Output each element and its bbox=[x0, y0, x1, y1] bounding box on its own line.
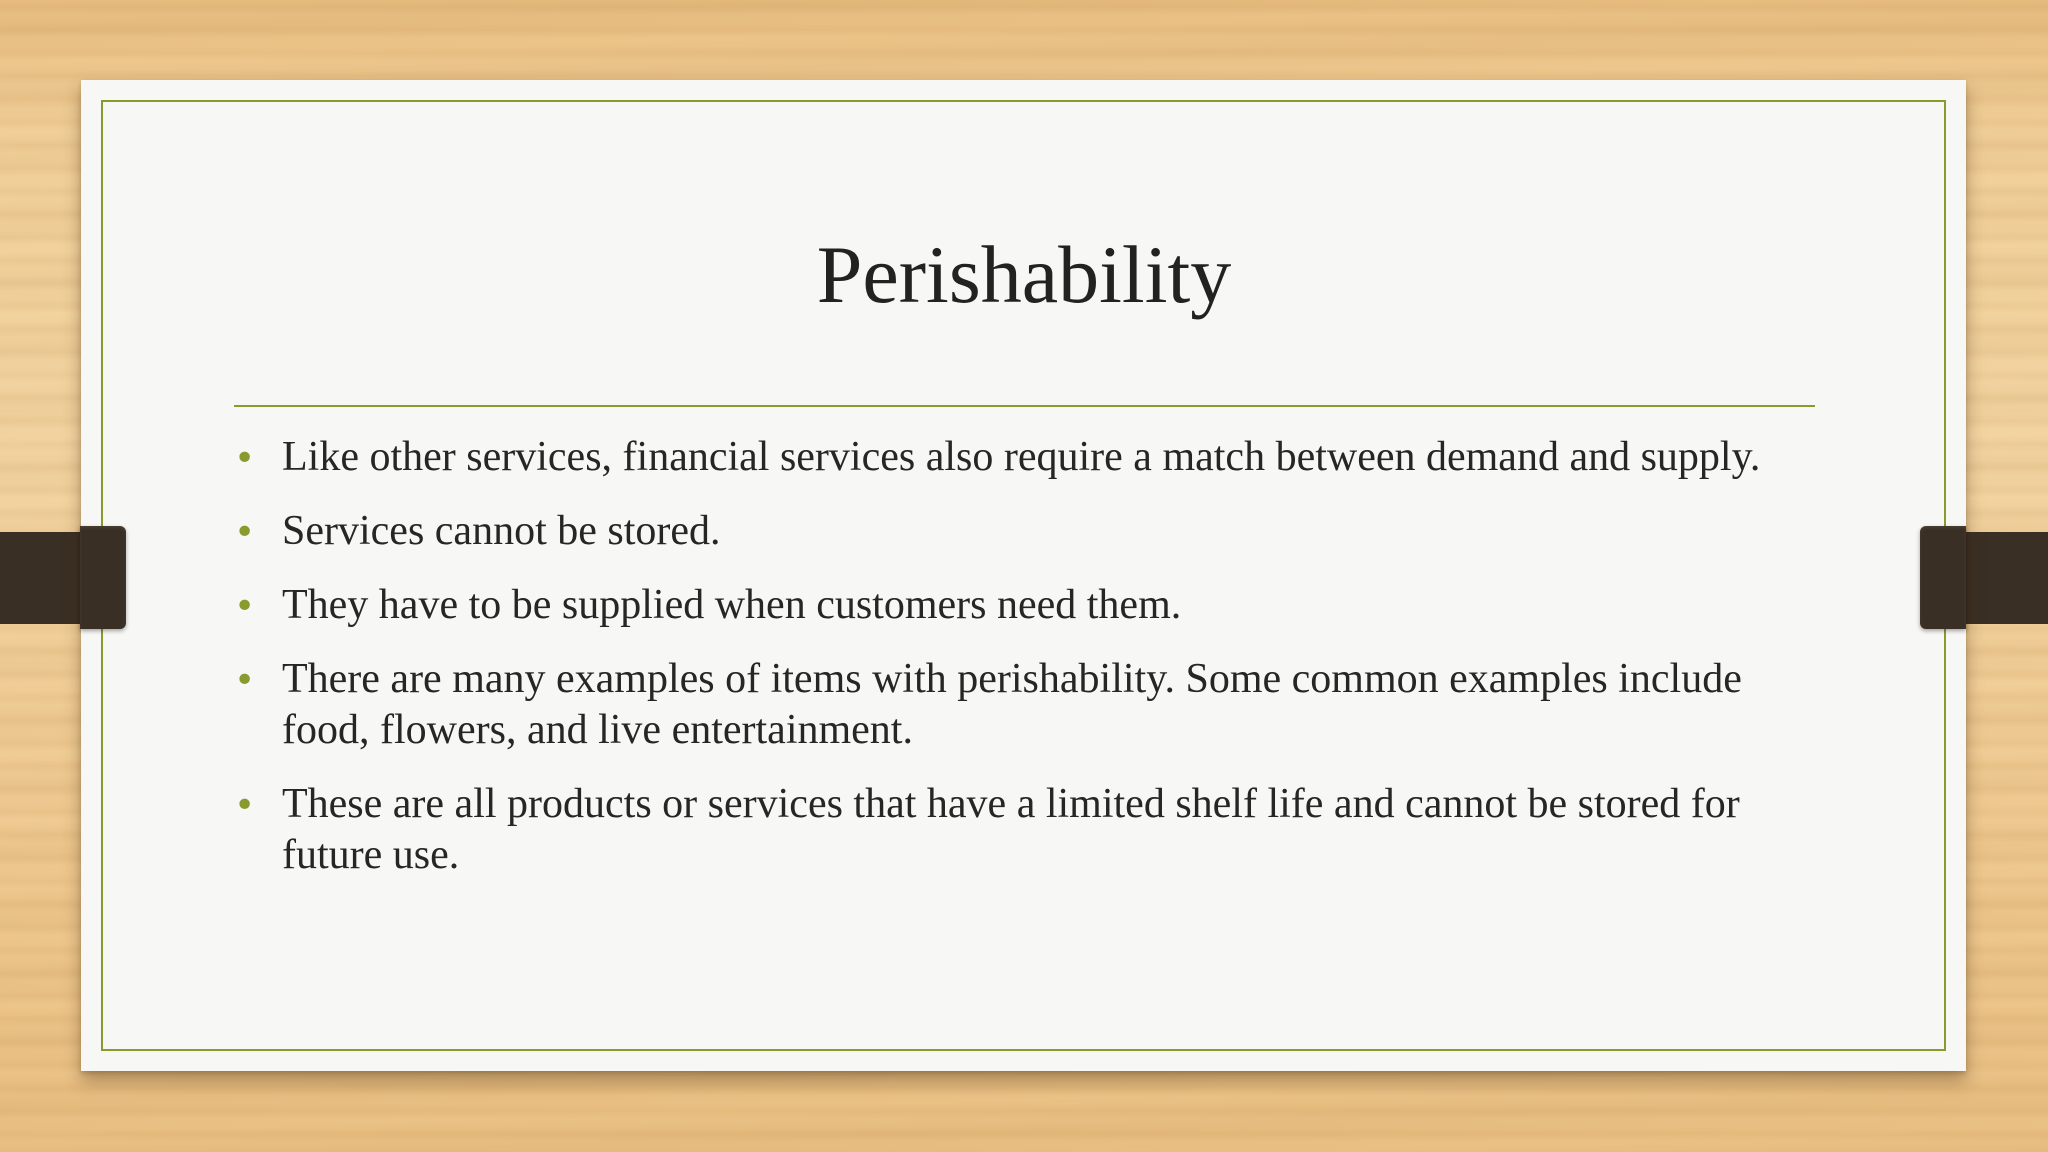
slide-title: Perishability bbox=[816, 229, 1232, 320]
bullet-item bbox=[234, 506, 1824, 557]
bullet-dot-icon: • bbox=[234, 438, 256, 479]
bullet-dot-icon: • bbox=[234, 785, 256, 826]
right-strap-tab bbox=[1920, 526, 1966, 629]
bullet-dot-icon: • bbox=[234, 660, 256, 701]
bullet-text: They have to be supplied when customers need them. bbox=[282, 582, 1182, 628]
bullet-text: There are many examples of items with perishability. Some common examples include food, flowers, and live entertainment. bbox=[282, 656, 1742, 753]
left-strap-tab bbox=[80, 526, 126, 629]
left-strap bbox=[0, 532, 82, 624]
bullet-item bbox=[234, 779, 1824, 881]
bullet-text: Like other services, financial services also require a match between demand and supply. bbox=[282, 434, 1761, 480]
bullet-item bbox=[234, 432, 1824, 483]
bullet-item bbox=[234, 580, 1824, 631]
title-divider bbox=[234, 405, 1815, 407]
bullet-dot-icon: • bbox=[234, 512, 256, 553]
bullet-dot-icon: • bbox=[234, 586, 256, 627]
right-strap bbox=[1964, 532, 2048, 624]
bullet-list bbox=[234, 432, 1824, 904]
bullet-text: Services cannot be stored. bbox=[282, 508, 721, 554]
bullet-text: These are all products or services that have a limited shelf life and cannot be stored for future use. bbox=[282, 781, 1740, 878]
bullet-item bbox=[234, 654, 1824, 756]
